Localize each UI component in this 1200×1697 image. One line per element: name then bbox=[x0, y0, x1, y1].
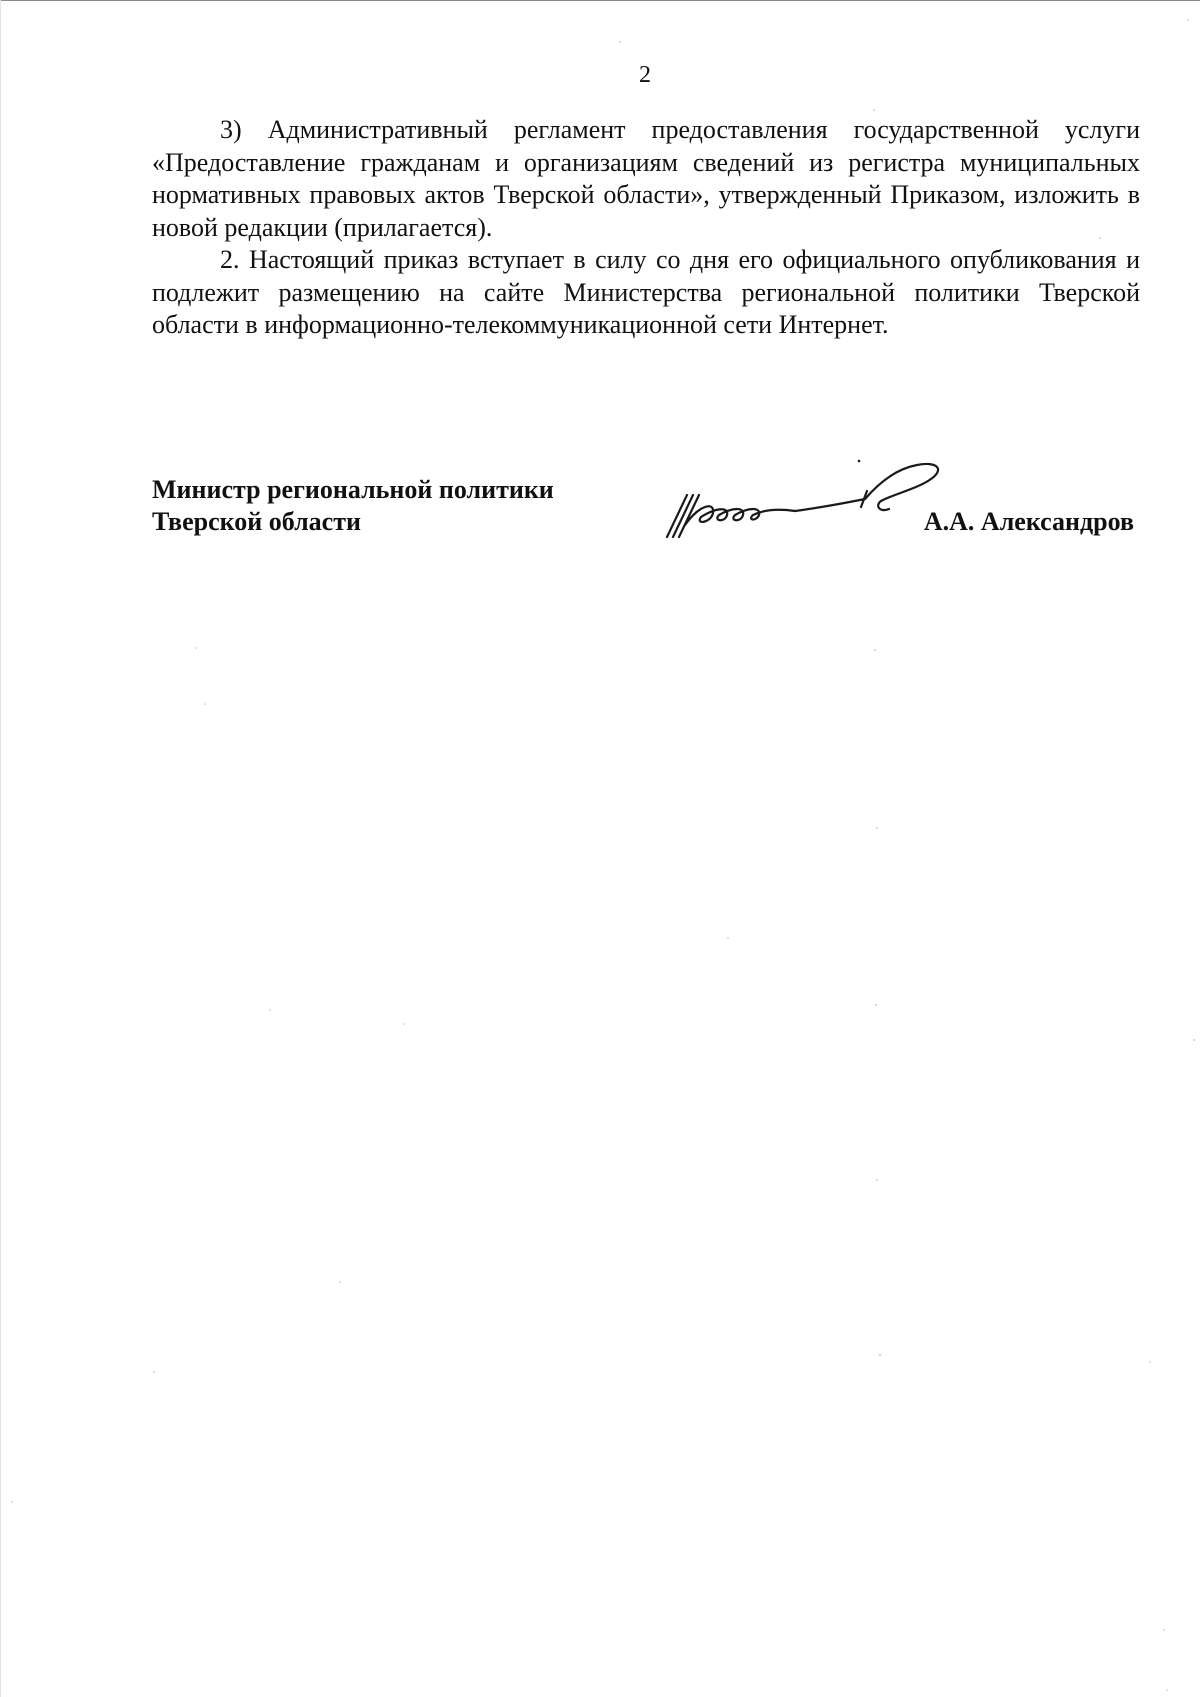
signatory-title-line-2: Тверской области bbox=[152, 507, 361, 536]
document-body bbox=[152, 114, 1140, 342]
scan-edge-left bbox=[0, 0, 1, 1697]
signatory-title-line-1: Министр региональной политики bbox=[152, 475, 554, 504]
page-number: 2 bbox=[639, 62, 651, 88]
handwritten-signature bbox=[655, 455, 975, 565]
paragraph-item-2: 2. Настоящий приказ вступает в силу со дня его официального опубликования и подлежит размещению на сайте Министерства региональной политики Тверской области в информационно-телекоммуникационной сети Интернет. bbox=[152, 245, 1140, 339]
signatory-name: А.А. Александров bbox=[923, 507, 1134, 536]
signature-block bbox=[152, 474, 1140, 554]
signatory-title bbox=[152, 474, 554, 538]
paragraph-item-3: 3) Административный регламент предоставления государственной услуги «Предоставление гражданам и организациям сведений из регистра муниципальных нормативных правовых актов Тверской области», утвержденный Приказом, изложить в новой редакции (прилагается). bbox=[152, 115, 1140, 242]
scan-edge-top bbox=[0, 0, 1200, 1]
